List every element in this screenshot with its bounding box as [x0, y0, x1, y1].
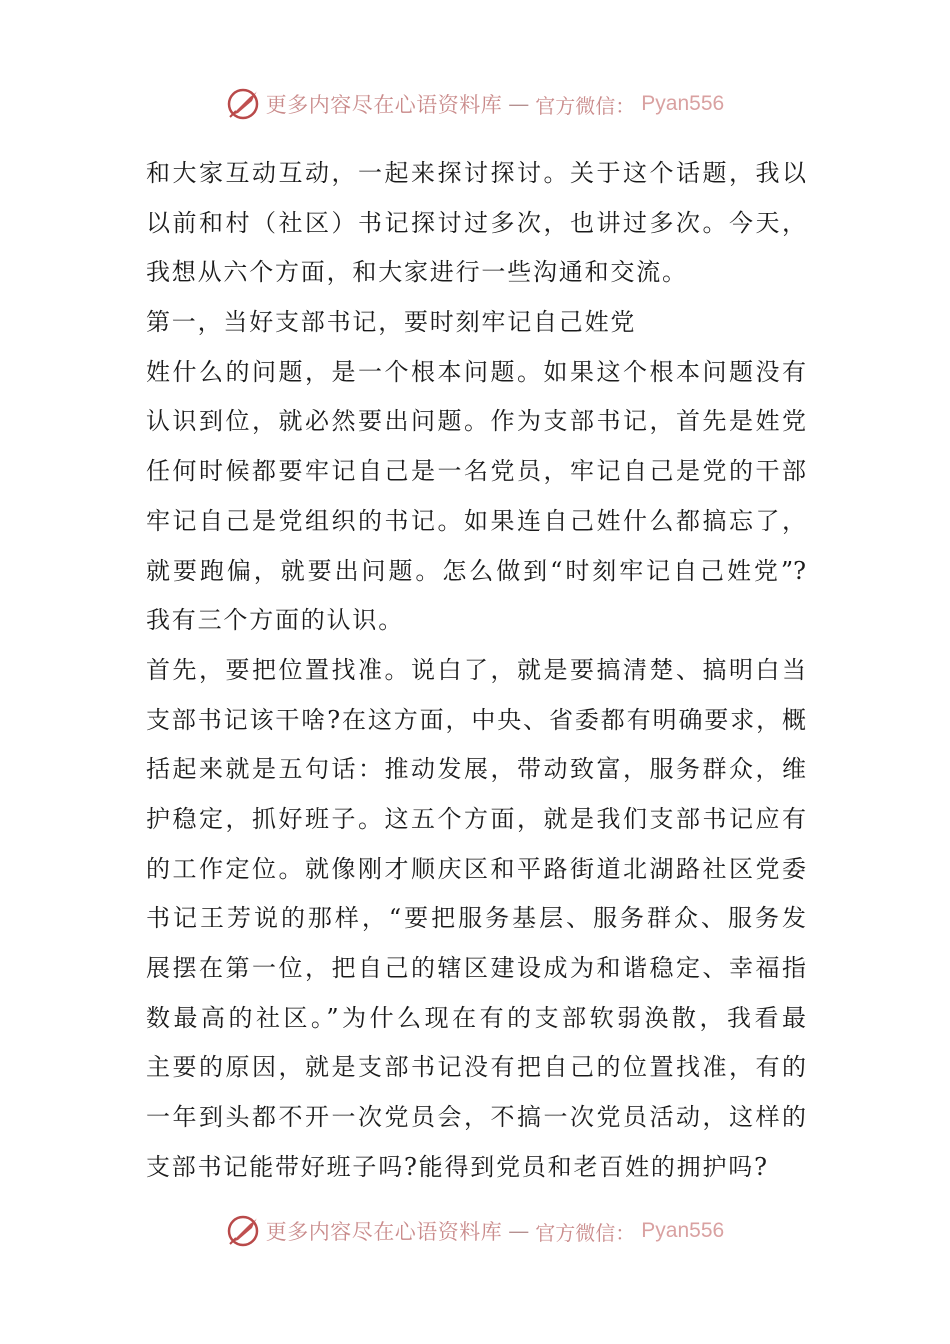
- header-watermark-separator: —: [508, 92, 530, 116]
- header-watermark-text: 更多内容尽在心语资料库: [265, 93, 503, 117]
- header-watermark: [0, 84, 950, 124]
- text-line: 护稳定，抓好班子。这五个方面，就是我们支部书记应有: [146, 804, 806, 833]
- footer-watermark-wechat-label: 官方微信：: [535, 1220, 636, 1245]
- quill-logo-icon: [226, 87, 260, 121]
- footer-watermark-wechat-id: Pyan556: [641, 1219, 725, 1242]
- text-line: 以前和村（社区）书记探讨过多次，也讲过多次。今天，: [146, 208, 806, 237]
- text-line: 认识到位，就必然要出问题。作为支部书记，首先是姓党: [146, 407, 806, 436]
- text-line: 我想从六个方面，和大家进行一些沟通和交流。: [146, 258, 688, 287]
- text-line: 数最高的社区。”为什么现在有的支部软弱涣散，我看最: [146, 1003, 806, 1032]
- text-line: 支部书记该干啥?在这方面，中央、省委都有明确要求，概: [146, 705, 806, 734]
- text-line: 我有三个方面的认识。: [146, 606, 404, 635]
- text-line: 就要跑偏，就要出问题。怎么做到“时刻牢记自己姓党”?: [146, 556, 806, 585]
- header-watermark-wechat-id: Pyan556: [641, 92, 725, 115]
- section-heading: 第一，当好支部书记，要时刻牢记自己姓党: [146, 308, 637, 337]
- text-line: 首先，要把位置找准。说白了，就是要搞清楚、搞明白当: [146, 655, 806, 684]
- text-line: 和大家互动互动，一起来探讨探讨。关于这个话题，我以: [146, 159, 806, 187]
- text-line: 姓什么的问题，是一个根本问题。如果这个根本问题没有: [146, 357, 806, 386]
- footer-watermark-separator: —: [508, 1219, 530, 1243]
- text-line: 任何时候都要牢记自己是一名党员，牢记自己是党的干部: [146, 457, 806, 486]
- text-line: 牢记自己是党组织的书记。如果连自己姓什么都搞忘了，: [146, 506, 806, 535]
- text-line: 一年到头都不开一次党员会，不搞一次党员活动，这样的: [146, 1103, 806, 1132]
- text-line: 主要的原因，就是支部书记没有把自己的位置找准，有的: [146, 1053, 806, 1082]
- text-line: 支部书记能带好班子吗?能得到党员和老百姓的拥护吗?: [146, 1152, 769, 1181]
- text-line: 括起来就是五句话：推动发展，带动致富，服务群众，维: [146, 755, 806, 784]
- header-watermark-wechat-label: 官方微信：: [535, 93, 636, 118]
- quill-logo-icon: [226, 1214, 260, 1248]
- text-line: 的工作定位。就像刚才顺庆区和平路街道北湖路社区党委: [146, 854, 806, 883]
- text-line: 展摆在第一位，把自己的辖区建设成为和谐稳定、幸福指: [146, 954, 806, 982]
- footer-watermark: [0, 1211, 950, 1251]
- footer-watermark-text: 更多内容尽在心语资料库: [265, 1220, 503, 1244]
- text-line: 书记王芳说的那样，“要把服务基层、服务群众、服务发: [146, 904, 806, 933]
- document-body: [146, 149, 806, 1192]
